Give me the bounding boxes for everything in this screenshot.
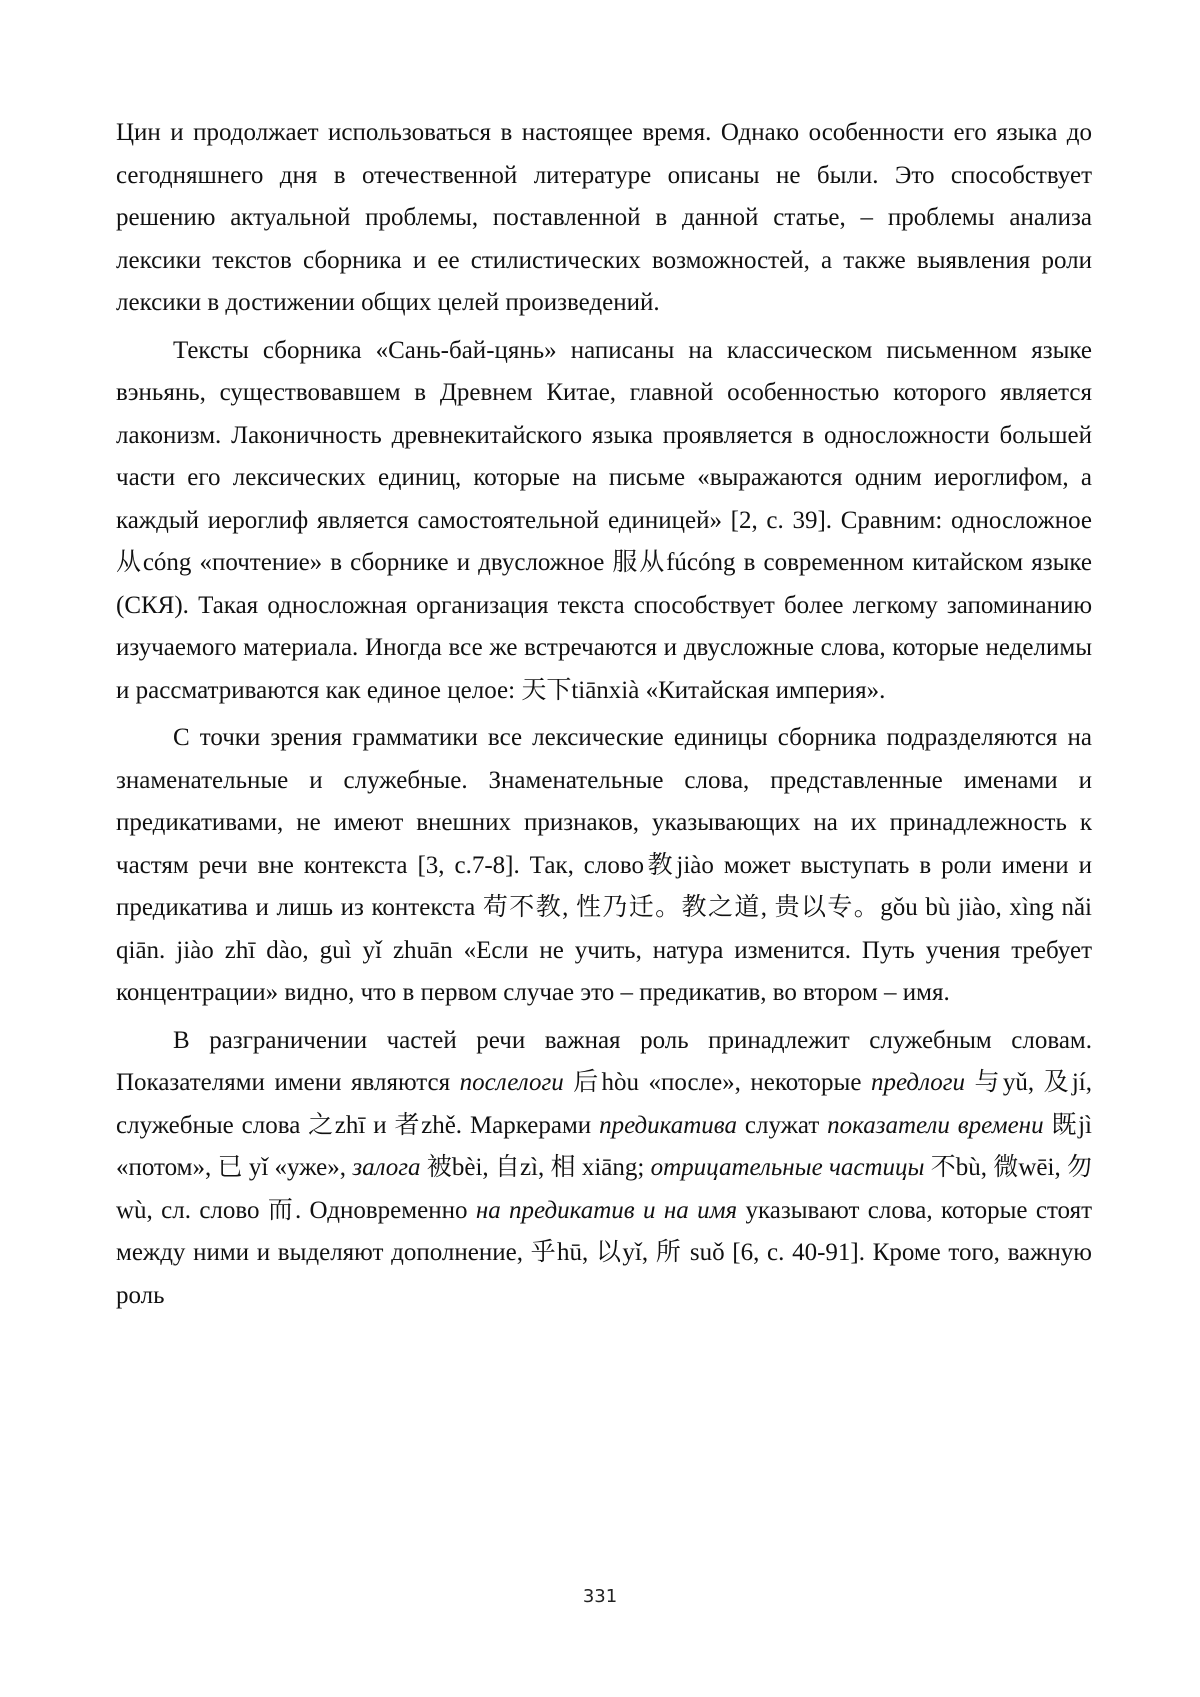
- paragraph-4: [116, 1020, 1092, 1318]
- paragraph-2: Тексты сборника «Сань-бай-цянь» написаны на классическом письменном языке вэньянь, существовавшем в Древнем Китае, главной особенностью которого является лаконизм. Лаконичность древнекитайского языка проявляется в односложности большей части его лексических единиц, которые на письме «выражаются одним иероглифом, а каждый иероглиф является самостоятельной единицей» [2, с. 39]. Сравним: односложное 从cóng «почтение» в сборнике и двусложное 服从fúcóng в современном китайском языке (СКЯ). Такая односложная организация текста способствует более легкому запоминанию изучаемого материала. Иногда все же встречаются и двусложные слова, которые неделимы и рассматриваются как единое целое: 天下tiānxià «Китайская империя».: [116, 336, 1092, 704]
- text-run: 不bù, 微wēi, 勿wù, сл. слово 而. Одновременно: [116, 1154, 1092, 1224]
- text-run: 后hòu «после», некоторые: [563, 1069, 871, 1096]
- text-run: 与yǔ, 及jí, служебные слова 之zhī и 者zhě. Маркерами: [116, 1069, 1092, 1139]
- text-run: служат: [737, 1111, 828, 1139]
- italic-term: послелоги: [459, 1069, 564, 1096]
- italic-term: залога: [352, 1154, 421, 1181]
- paragraph-3: С точки зрения грамматики все лексические единицы сборника подразделяются на знаменательные и служебные. Знаменательные слова, представленные именами и предикативами, не имеют внешних признаков, указывающих на их принадлежность к частям речи вне контекста [3, с.7-8]. Так, слово教jiào может выступать в роли имени и предикатива и лишь из контекста 苟不教, 性乃迁。教之道, 贵以专。gǒu bù jiào, xìng nǎi qiān. jiào zhī dào, guì yǐ zhuān «Если не учить, натура изменится. Путь учения требует концентрации» видно, что в первом случае это – предикатив, во втором – имя.: [116, 724, 1092, 1006]
- page-number: 331: [582, 1586, 618, 1607]
- text-run: 被bèi, 自zì, 相 xiāng;: [420, 1154, 651, 1181]
- text-run: указывают слова, которые стоят между ними и выделяют дополнение, 乎hū, 以yǐ, 所 suǒ [6, с. 40-91]. Кроме того, важную роль: [116, 1196, 1092, 1309]
- italic-term: показатели времени: [827, 1111, 1044, 1139]
- italic-term: на предикатив и на имя: [475, 1196, 738, 1224]
- text-run: 既jì «потом», 已 yǐ «уже»,: [116, 1111, 1092, 1181]
- italic-term: отрицательные частицы: [650, 1154, 925, 1181]
- body-text: [116, 112, 1092, 1322]
- text-run: В разграничении частей речи важная роль принадлежит служебным словам. Показателями имени являются: [116, 1026, 1092, 1096]
- italic-term: предикатива: [599, 1111, 737, 1139]
- italic-term: предлоги: [870, 1069, 966, 1096]
- paragraph-1: Цин и продолжает использоваться в настоящее время. Однако особенности его языка до сегодняшнего дня в отечественной литературе описаны не были. Это способствует решению актуальной проблемы, поставленной в данной статье, – проблемы анализа лексики текстов сборника и ее стилистических возможностей, а также выявления роли лексики в достижении общих целей произведений.: [116, 119, 1092, 316]
